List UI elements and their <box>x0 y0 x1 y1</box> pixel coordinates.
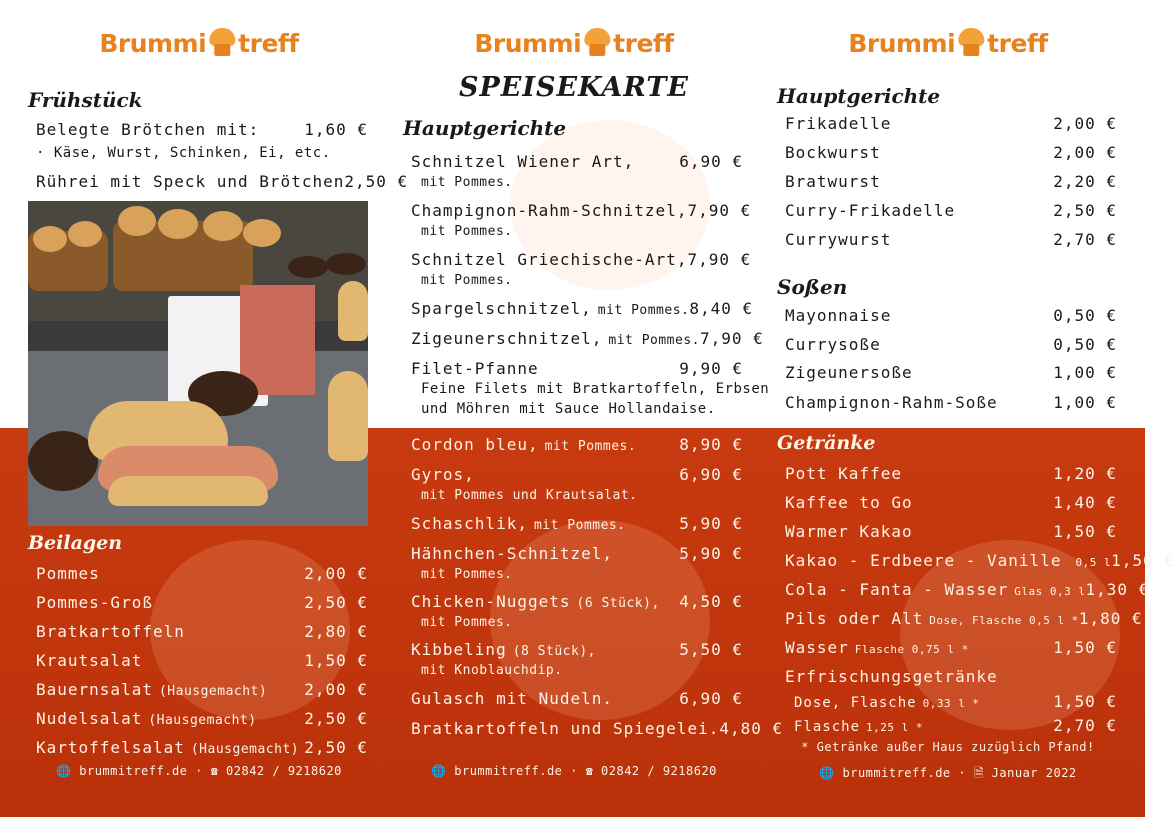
item-note: (8 Stück), <box>512 644 596 659</box>
item-note: (Hausgemacht) <box>148 713 257 728</box>
item-name: Champignon-Rahm-Soße <box>785 393 998 412</box>
item-price: 8,40 € <box>689 299 754 318</box>
menu-item <box>785 493 1117 512</box>
brand-logo <box>848 28 1047 58</box>
item-name: Curry-Frikadelle <box>785 201 956 220</box>
item-price: 1,00 € <box>1053 363 1117 382</box>
item-price: 1,50 € <box>304 651 368 670</box>
item-name: Gyros, <box>411 465 475 484</box>
menu-item <box>785 306 1117 325</box>
item-note: mit Pommes. <box>533 518 626 533</box>
footer-contact: 🌐 brummitreff.de · 🗎 Januar 2022 <box>819 766 1077 780</box>
menu-item <box>36 738 368 757</box>
item-price: 1,60 € <box>304 120 368 139</box>
item-price: 2,20 € <box>1053 172 1117 191</box>
item-name: Chicken-Nuggets <box>411 592 571 611</box>
menu-item-group <box>785 667 1117 686</box>
item-name: Spargelschnitzel, <box>411 299 592 318</box>
item-name: Filet-Pfanne <box>411 359 539 378</box>
menu-item <box>36 593 368 612</box>
item-description: · Käse, Wurst, Schinken, Ei, etc. <box>36 145 331 161</box>
menu-item <box>785 580 1150 599</box>
item-price: 4,50 € <box>679 592 743 611</box>
section-heading-getraenke: Getränke <box>777 432 876 454</box>
item-price: 1,50 € <box>1053 522 1117 541</box>
menu-item <box>36 622 368 641</box>
menu-item <box>411 640 743 659</box>
item-name: Bratkartoffeln <box>36 622 185 641</box>
item-description: und Möhren mit Sauce Hollandaise. <box>421 401 716 417</box>
item-name: Rührei mit Speck und Brötchen <box>36 172 345 191</box>
item-note: (Hausgemacht) <box>190 742 300 757</box>
menu-item <box>411 689 743 708</box>
item-price: 2,00 € <box>1053 143 1117 162</box>
item-description: mit Knoblauchdip. <box>421 663 563 678</box>
item-description: mit Pommes. <box>421 615 513 630</box>
menu-item <box>785 393 1117 412</box>
item-price: 6,90 € <box>679 152 743 171</box>
item-price: 8,90 € <box>679 435 743 454</box>
menu-column-middle <box>403 0 784 817</box>
logo-text-right: treff <box>613 28 674 58</box>
item-name: Pommes-Groß <box>36 593 153 612</box>
menu-item <box>411 152 743 171</box>
item-name: Frikadelle <box>785 114 892 133</box>
item-name: Pils oder Alt <box>785 609 924 628</box>
menu-item <box>36 680 368 699</box>
item-price: 2,50 € <box>304 709 368 728</box>
logo-text-left: Brummi <box>848 28 956 58</box>
item-name: Currysoße <box>785 335 881 354</box>
item-name: Hähnchen-Schnitzel, <box>411 544 614 563</box>
item-name: Bauernsalat <box>36 680 153 699</box>
menu-item <box>785 464 1117 483</box>
item-name: Zigeunerschnitzel, <box>411 329 603 348</box>
menu-item <box>411 465 743 484</box>
footer-contact: 🌐 brummitreff.de · ☎ 02842 / 9218620 <box>56 764 342 778</box>
deposit-footnote: * Getränke außer Haus zuzüglich Pfand! <box>801 740 1095 754</box>
item-description: mit Pommes und Krautsalat. <box>421 488 638 503</box>
item-price: 5,50 € <box>679 640 743 659</box>
item-name: Kibbeling <box>411 640 507 659</box>
item-price: 2,70 € <box>1053 716 1117 735</box>
section-heading-sossen: Soßen <box>777 275 848 299</box>
menu-item <box>411 299 754 318</box>
item-name: Bratkartoffeln und Spiegelei. <box>411 719 720 738</box>
menu-item <box>794 692 1117 711</box>
item-price: 1,30 € <box>1085 580 1150 599</box>
item-note: (Hausgemacht) <box>158 684 268 699</box>
item-price: 2,80 € <box>304 622 368 641</box>
menu-item <box>411 359 743 378</box>
item-price: 2,70 € <box>1053 230 1117 249</box>
item-note: (6 Stück), <box>576 596 660 611</box>
item-description: mit Pommes. <box>421 224 513 239</box>
section-heading-beilagen: Beilagen <box>28 532 123 554</box>
page-title: SPEISEKARTE <box>458 72 690 103</box>
menu-item <box>785 335 1117 354</box>
item-price: 2,50 € <box>304 738 368 757</box>
item-name: Pott Kaffee <box>785 464 902 483</box>
item-price: 1,80 € <box>1078 609 1143 628</box>
brand-logo <box>474 28 673 58</box>
item-price: 7,90 € <box>687 201 752 220</box>
item-name: Gulasch mit Nudeln. <box>411 689 614 708</box>
item-name: Wasser <box>785 638 849 657</box>
item-name: Belegte Brötchen mit: <box>36 120 260 139</box>
item-description: Feine Filets mit Bratkartoffeln, Erbsen <box>421 381 770 397</box>
item-price: 5,90 € <box>679 544 743 563</box>
item-name: Cordon bleu, <box>411 435 539 454</box>
menu-column-left <box>28 0 409 817</box>
menu-item <box>411 719 784 738</box>
menu-item <box>785 230 1117 249</box>
item-name: Kaffee to Go <box>785 493 913 512</box>
logo-text-right: treff <box>238 28 299 58</box>
item-price: 1,50 € <box>1053 692 1117 711</box>
item-name: Kakao - Erdbeere - Vanille <box>785 551 1062 570</box>
logo-text-left: Brummi <box>99 28 207 58</box>
item-price: 6,90 € <box>679 465 743 484</box>
item-price: 1,20 € <box>1053 464 1117 483</box>
item-name: Zigeunersoße <box>785 363 913 382</box>
item-name: Kartoffelsalat <box>36 738 185 757</box>
item-note: Dose, Flasche 0,5 l * <box>929 614 1079 627</box>
menu-item <box>785 609 1143 628</box>
item-name: Krautsalat <box>36 651 143 670</box>
menu-item <box>785 172 1117 191</box>
menu-item <box>785 201 1117 220</box>
menu-item <box>411 544 743 563</box>
item-name: Schnitzel Griechische-Art, <box>411 250 688 269</box>
item-name: Mayonnaise <box>785 306 892 325</box>
item-note: Glas 0,3 l <box>1014 585 1086 598</box>
item-price: 9,90 € <box>679 359 743 378</box>
item-name: Champignon-Rahm-Schnitzel, <box>411 201 688 220</box>
section-heading-fruehstueck: Frühstück <box>28 88 143 112</box>
menu-item <box>411 250 752 269</box>
footer-contact: 🌐 brummitreff.de · ☎ 02842 / 9218620 <box>431 764 717 778</box>
menu-item <box>785 363 1117 382</box>
menu-item <box>411 435 743 454</box>
item-price: 2,00 € <box>304 564 368 583</box>
item-description: mit Pommes. <box>421 273 513 288</box>
item-price: 0,50 € <box>1053 306 1117 325</box>
item-note: Flasche 0,75 l * <box>854 643 969 656</box>
item-price: 5,90 € <box>679 514 743 533</box>
menu-item <box>36 564 368 583</box>
menu-column-right <box>777 0 1175 817</box>
brand-logo <box>99 28 298 58</box>
item-name: Bockwurst <box>785 143 881 162</box>
item-price: 7,90 € <box>687 250 752 269</box>
item-name: Bratwurst <box>785 172 881 191</box>
item-price: 2,50 € <box>304 593 368 612</box>
item-name: Currywurst <box>785 230 892 249</box>
menu-item <box>785 638 1117 657</box>
item-price: 2,50 € <box>1053 201 1117 220</box>
menu-item <box>785 114 1117 133</box>
logo-text-left: Brummi <box>474 28 582 58</box>
item-note: mit Pommes. <box>608 333 700 348</box>
section-heading-hauptgerichte: Hauptgerichte <box>777 84 941 108</box>
item-name: Dose, Flasche <box>794 695 917 711</box>
item-name: Cola - Fanta - Wasser <box>785 580 1009 599</box>
item-description: mit Pommes. <box>421 175 513 190</box>
menu-item <box>36 709 368 728</box>
item-name: Warmer Kakao <box>785 522 913 541</box>
item-name: Pommes <box>36 564 100 583</box>
menu-item <box>36 172 409 191</box>
section-heading-hauptgerichte: Hauptgerichte <box>403 116 567 140</box>
item-price: 6,90 € <box>679 689 743 708</box>
item-note: 0,33 l * <box>922 697 980 710</box>
item-price: 2,50 € <box>344 172 409 191</box>
item-price: 1,50 € <box>1111 551 1175 570</box>
item-price: 2,00 € <box>1053 114 1117 133</box>
item-price: 0,50 € <box>1053 335 1117 354</box>
item-price: 1,40 € <box>1053 493 1117 512</box>
item-note: 0,5 l <box>1075 556 1112 569</box>
item-price: 4,80 € <box>719 719 784 738</box>
item-note: mit Pommes. <box>544 439 637 454</box>
item-price: 1,00 € <box>1053 393 1117 412</box>
item-note: 1,25 l * <box>866 721 923 734</box>
chef-hat-icon <box>583 28 611 58</box>
item-price: 7,90 € <box>699 329 764 348</box>
menu-item <box>411 592 743 611</box>
item-name: Erfrischungsgetränke <box>785 667 998 686</box>
chef-hat-icon <box>957 28 985 58</box>
menu-item <box>794 716 1117 735</box>
menu-item <box>785 522 1117 541</box>
item-note: mit Pommes. <box>597 303 690 318</box>
menu-item <box>36 120 368 139</box>
menu-item <box>411 201 752 220</box>
item-name: Schaschlik, <box>411 514 528 533</box>
item-price: 2,00 € <box>304 680 368 699</box>
food-counter-photo <box>28 201 368 526</box>
menu-item <box>785 143 1117 162</box>
chef-hat-icon <box>208 28 236 58</box>
menu-item <box>36 651 368 670</box>
menu-item <box>411 329 764 348</box>
logo-text-right: treff <box>987 28 1048 58</box>
menu-item <box>411 514 743 533</box>
menu-item <box>785 551 1175 570</box>
item-price: 1,50 € <box>1053 638 1117 657</box>
item-name: Flasche <box>794 719 861 735</box>
item-name: Nudelsalat <box>36 709 143 728</box>
item-description: mit Pommes. <box>421 567 513 582</box>
item-name: Schnitzel Wiener Art, <box>411 152 635 171</box>
